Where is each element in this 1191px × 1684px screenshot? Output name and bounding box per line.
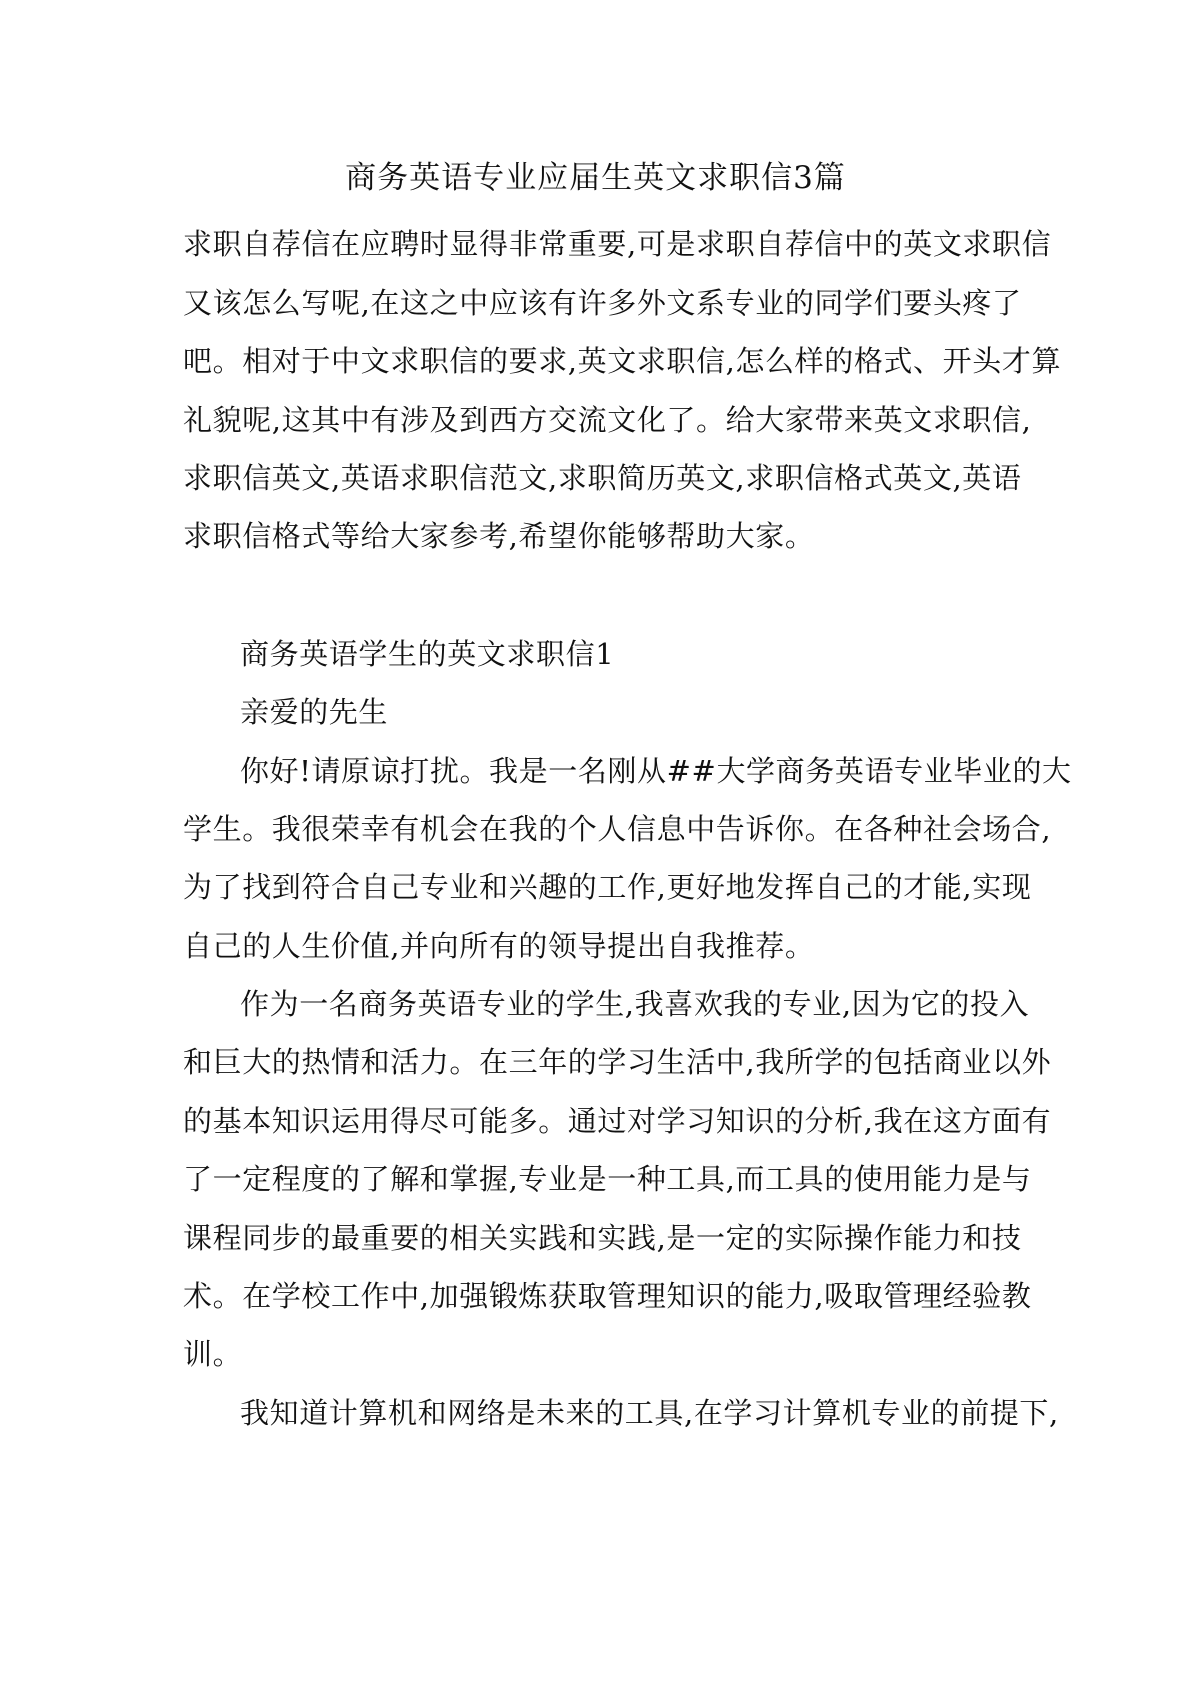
paragraph-line: 了一定程度的了解和掌握,专业是一种工具,而工具的使用能力是与: [183, 1162, 1032, 1196]
paragraph-line: 课程同步的最重要的相关实践和实践,是一定的实际操作能力和技: [183, 1221, 1022, 1255]
paragraph-line: 为了找到符合自己专业和兴趣的工作,更好地发挥自己的才能,实现: [183, 870, 1032, 904]
paragraph-line: 作为一名商务英语专业的学生,我喜欢我的专业,因为它的投入: [240, 987, 1030, 1021]
intro-line: 求职信英文,英语求职信范文,求职简历英文,求职信格式英文,英语: [183, 461, 1022, 495]
paragraph-line: 学生。我很荣幸有机会在我的个人信息中告诉你。在各种社会场合,: [183, 812, 1052, 846]
paragraph-line: 你好!请原谅打扰。我是一名刚从##大学商务英语专业毕业的大: [240, 754, 1072, 788]
intro-line: 吧。相对于中文求职信的要求,英文求职信,怎么样的格式、开头才算: [183, 344, 1062, 378]
document-title: 商务英语专业应届生英文求职信3篇: [345, 160, 846, 196]
section-heading: 商务英语学生的英文求职信1: [240, 637, 615, 671]
salutation: 亲爱的先生: [240, 695, 389, 729]
intro-line: 又该怎么写呢,在这之中应该有许多外文系专业的同学们要头疼了: [183, 286, 1022, 320]
intro-line: 求职自荐信在应聘时显得非常重要,可是求职自荐信中的英文求职信: [183, 227, 1052, 261]
intro-line: 求职信格式等给大家参考,希望你能够帮助大家。: [183, 519, 815, 553]
paragraph-line: 自己的人生价值,并向所有的领导提出自我推荐。: [183, 929, 815, 963]
paragraph-line: 术。在学校工作中,加强锻炼获取管理知识的能力,吸取管理经验教: [183, 1279, 1032, 1313]
paragraph-line: 我知道计算机和网络是未来的工具,在学习计算机专业的前提下,: [240, 1396, 1059, 1430]
intro-line: 礼貌呢,这其中有涉及到西方交流文化了。给大家带来英文求职信,: [183, 403, 1032, 437]
paragraph-line: 和巨大的热情和活力。在三年的学习生活中,我所学的包括商业以外: [183, 1045, 1052, 1079]
paragraph-line: 的基本知识运用得尽可能多。通过对学习知识的分析,我在这方面有: [183, 1104, 1052, 1138]
paragraph-line: 训。: [183, 1337, 243, 1371]
